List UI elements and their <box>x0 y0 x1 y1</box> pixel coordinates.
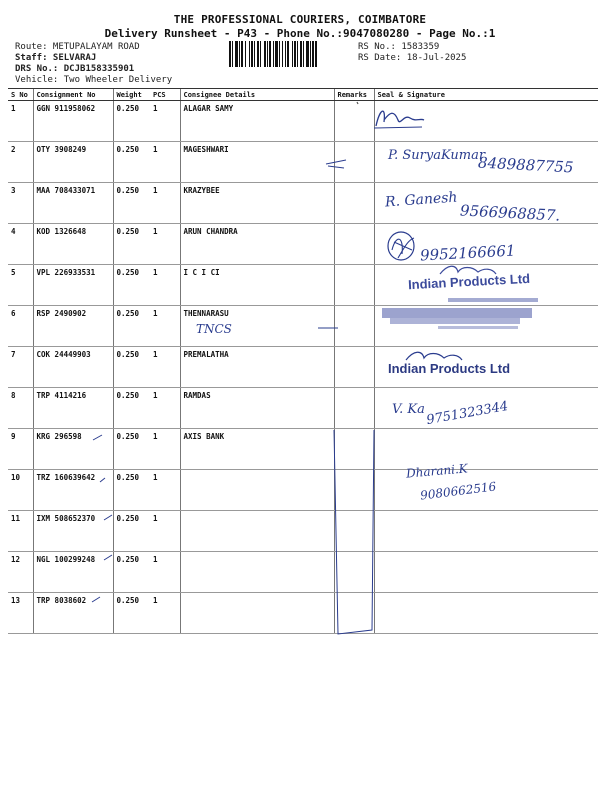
runsheet-title: Delivery Runsheet - P43 - Phone No.:9047080280 - Page No.:1 <box>104 27 496 40</box>
rs-number: RS No.: 1583359 <box>358 42 440 52</box>
row-pcs: 1 <box>150 224 180 265</box>
row-consignment: GGN 911958062 <box>33 101 113 142</box>
row-pcs: 1 <box>150 511 180 552</box>
row-pcs: 1 <box>150 265 180 306</box>
row-consignee: RAMDAS <box>180 388 334 429</box>
col-header-signature: Seal & Signature <box>374 89 598 101</box>
row-pcs: 1 <box>150 388 180 429</box>
row-weight: 0.250 <box>113 470 150 511</box>
row-consignee: AXIS BANK <box>180 429 334 470</box>
row-weight: 0.250 <box>113 183 150 224</box>
row-pcs: 1 <box>150 142 180 183</box>
row-pcs: 1 <box>150 593 180 634</box>
phone-row-4: 9952166661 <box>419 241 516 265</box>
row-weight: 0.250 <box>113 388 150 429</box>
row-consignment: KOD 1326648 <box>33 224 113 265</box>
phone-row-2: 8489887755 <box>477 153 574 177</box>
row-sno: 13 <box>8 593 33 634</box>
row-sno: 4 <box>8 224 33 265</box>
row-consignment: MAA 708433071 <box>33 183 113 224</box>
row-consignee: ARUN CHANDRA <box>180 224 334 265</box>
row-consignee: ALAGAR SAMY <box>180 101 334 142</box>
col-header-remarks: Remarks <box>334 89 374 101</box>
row-sno: 8 <box>8 388 33 429</box>
row-weight: 0.250 <box>113 224 150 265</box>
row-sno: 6 <box>8 306 33 347</box>
company-stamp-row-7: Indian Products Ltd <box>388 361 511 376</box>
row-weight: 0.250 <box>113 593 150 634</box>
row-consignment: RSP 2490902 <box>33 306 113 347</box>
row-sno: 1 <box>8 101 33 142</box>
row-consignment: IXM 508652370 <box>33 511 113 552</box>
company-stamp-row-5: Indian Products Ltd <box>407 270 531 293</box>
route-label: Route: METUPALAYAM ROAD <box>15 42 140 52</box>
col-header-weight: Weight <box>113 89 150 101</box>
row-pcs: 1 <box>150 552 180 593</box>
phone-row-8: 9751323344 <box>425 398 510 429</box>
vehicle-label: Vehicle: Two Wheeler Delivery <box>15 75 173 85</box>
row-consignment: TRP 8038602 <box>33 593 113 634</box>
col-header-sno: S No <box>8 89 33 101</box>
row-consignment: COK 24449903 <box>33 347 113 388</box>
row-consignee: KRAZYBEE <box>180 183 334 224</box>
row-sno: 5 <box>8 265 33 306</box>
row-weight: 0.250 <box>113 142 150 183</box>
company-title: THE PROFESSIONAL COURIERS, COIMBATORE <box>173 13 427 26</box>
row-consignment: TRZ 160639642 <box>33 470 113 511</box>
signature-row-10: Dharani.K <box>405 461 469 481</box>
row-sno: 2 <box>8 142 33 183</box>
row-consignment: KRG 296598 <box>33 429 113 470</box>
row-consignee: MAGESHWARI <box>180 142 334 183</box>
note-row-6: TNCS <box>196 322 232 336</box>
row-pcs: 1 <box>150 429 180 470</box>
row-weight: 0.250 <box>113 101 150 142</box>
row-consignee: PREMALATHA <box>180 347 334 388</box>
row-weight: 0.250 <box>113 552 150 593</box>
row-weight: 0.250 <box>113 265 150 306</box>
col-header-consignee: Consignee Details <box>180 89 334 101</box>
row-pcs: 1 <box>150 306 180 347</box>
signature-row-8: V. Ka <box>392 402 425 417</box>
phone-row-3: 9566968857. <box>459 201 561 225</box>
signature-row-2: P. SuryaKumar <box>388 148 486 163</box>
row-pcs: 1 <box>150 183 180 224</box>
row-consignment: NGL 100299248 <box>33 552 113 593</box>
row-weight: 0.250 <box>113 347 150 388</box>
row-sno: 9 <box>8 429 33 470</box>
phone-row-10: 9080662516 <box>419 479 497 503</box>
row-consignment: TRP 4114216 <box>33 388 113 429</box>
row-consignment: VPL 226933531 <box>33 265 113 306</box>
row-pcs: 1 <box>150 470 180 511</box>
row-sno: 12 <box>8 552 33 593</box>
row-consignee: I C I CI <box>180 265 334 306</box>
drs-number: DRS No.: DCJB158335901 <box>15 64 135 74</box>
row-sno: 3 <box>8 183 33 224</box>
col-header-pcs: PCS <box>150 89 180 101</box>
row-sno: 11 <box>8 511 33 552</box>
row-sno: 10 <box>8 470 33 511</box>
row-consignment: OTY 3908249 <box>33 142 113 183</box>
row-weight: 0.250 <box>113 306 150 347</box>
rs-date: RS Date: 18-Jul-2025 <box>358 53 467 63</box>
row-weight: 0.250 <box>113 429 150 470</box>
row-weight: 0.250 <box>113 511 150 552</box>
row-pcs: 1 <box>150 101 180 142</box>
signature-row-3: R. Ganesh <box>384 189 458 211</box>
row-consignee: THENNARASU <box>180 306 334 347</box>
col-header-consignment: Consignment No <box>33 89 113 101</box>
row-sno: 7 <box>8 347 33 388</box>
staff-label: Staff: SELVARAJ <box>15 53 97 63</box>
row-pcs: 1 <box>150 347 180 388</box>
